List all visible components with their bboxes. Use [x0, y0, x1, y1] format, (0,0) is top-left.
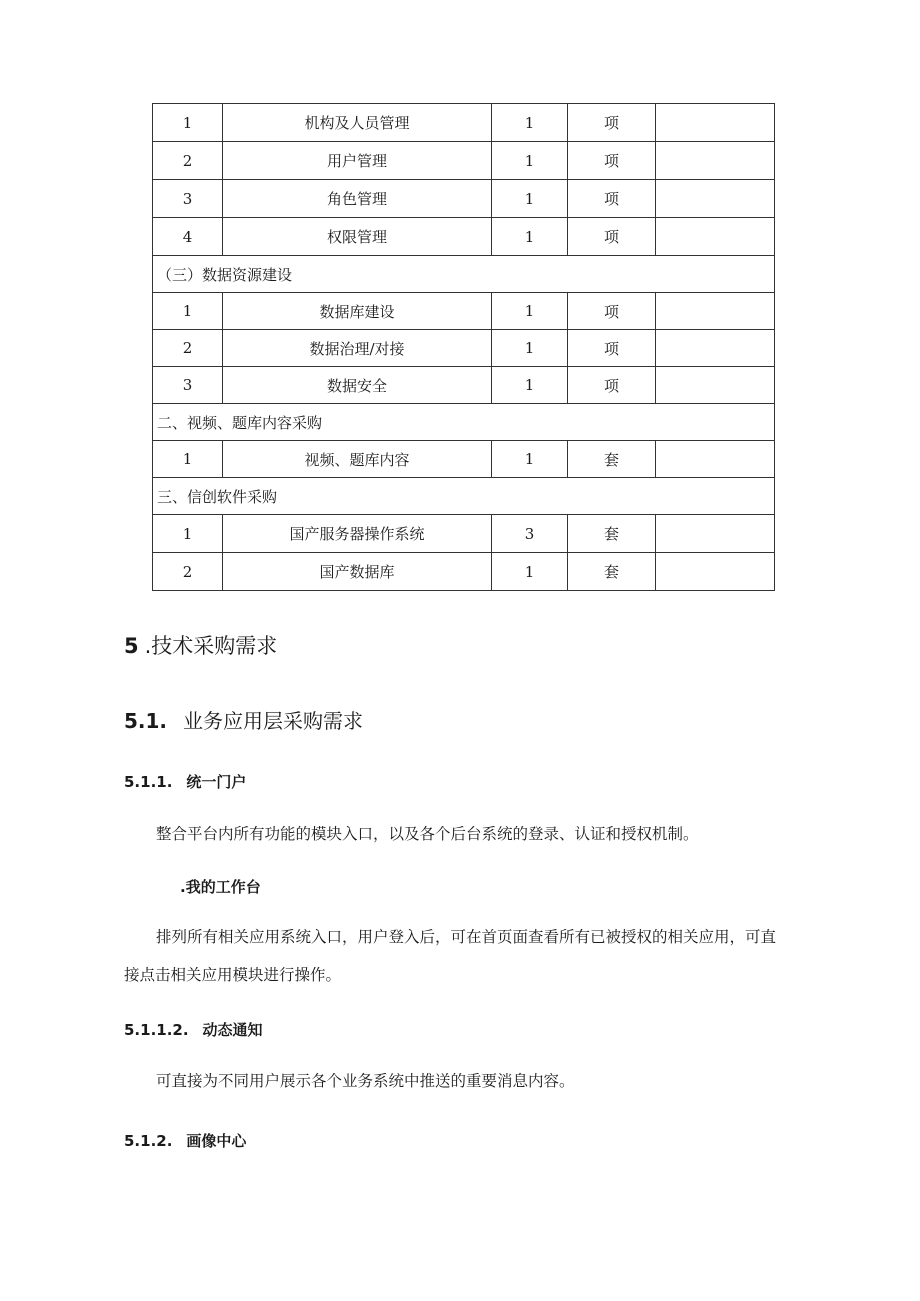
cell-note: [656, 218, 775, 256]
table-row: [153, 515, 775, 553]
heading-title: .技术采购需求: [144, 634, 278, 658]
paragraph-unified-portal: 整合平台内所有功能的模块入口，以及各个后台系统的登录、认证和授权机制。: [156, 825, 699, 843]
paragraph-notifications: 可直接为不同用户展示各个业务系统中推送的重要消息内容。: [156, 1072, 575, 1090]
section-title: （三）数据资源建设: [153, 256, 775, 293]
heading-number: 5.1.1.: [124, 773, 173, 791]
cell-qty: 1: [492, 142, 568, 180]
cell-unit: 项: [568, 367, 656, 404]
cell-name: 角色管理: [223, 180, 492, 218]
section-row: [153, 404, 775, 441]
table-row: [153, 553, 775, 591]
cell-qty: 1: [492, 367, 568, 404]
cell-note: [656, 367, 775, 404]
cell-no: 2: [153, 330, 223, 367]
cell-unit: 套: [568, 553, 656, 591]
cell-name: 数据库建设: [223, 293, 492, 330]
cell-qty: 1: [492, 553, 568, 591]
heading-5-1-1-2: [124, 1019, 263, 1040]
table-row: [153, 180, 775, 218]
cell-name: 国产数据库: [223, 553, 492, 591]
heading-title: .我的工作台: [180, 878, 261, 896]
table-row: [153, 330, 775, 367]
cell-unit: 项: [568, 218, 656, 256]
cell-unit: 项: [568, 293, 656, 330]
cell-qty: 3: [492, 515, 568, 553]
cell-note: [656, 142, 775, 180]
heading-number: 5.1.1.2.: [124, 1021, 189, 1039]
heading-title: 业务应用层采购需求: [183, 709, 364, 733]
cell-note: [656, 515, 775, 553]
heading-title: 统一门户: [186, 773, 247, 791]
table-row: [153, 367, 775, 404]
table-row: [153, 293, 775, 330]
cell-no: 3: [153, 367, 223, 404]
cell-qty: 1: [492, 104, 568, 142]
cell-name: 国产服务器操作系统: [223, 515, 492, 553]
cell-qty: 1: [492, 330, 568, 367]
table-row: [153, 104, 775, 142]
cell-note: [656, 441, 775, 478]
heading-5-1-1: [124, 771, 246, 792]
heading-5-1-2: [124, 1130, 246, 1151]
cell-qty: 1: [492, 441, 568, 478]
cell-no: 1: [153, 293, 223, 330]
heading-5: [124, 630, 277, 660]
heading-my-workbench: [180, 876, 261, 897]
section-row: [153, 478, 775, 515]
cell-note: [656, 180, 775, 218]
cell-unit: 套: [568, 515, 656, 553]
heading-number: 5.1.: [124, 709, 168, 733]
cell-name: 数据治理/对接: [223, 330, 492, 367]
cell-note: [656, 104, 775, 142]
cell-no: 1: [153, 515, 223, 553]
heading-title: 画像中心: [186, 1132, 247, 1150]
cell-qty: 1: [492, 218, 568, 256]
heading-number: 5.1.2.: [124, 1132, 173, 1150]
cell-name: 用户管理: [223, 142, 492, 180]
heading-title: 动态通知: [202, 1021, 263, 1039]
heading-number: 5: [124, 634, 139, 658]
cell-no: 2: [153, 142, 223, 180]
section-row: [153, 256, 775, 293]
cell-no: 2: [153, 553, 223, 591]
cell-unit: 项: [568, 330, 656, 367]
cell-note: [656, 553, 775, 591]
table-row: [153, 218, 775, 256]
cell-no: 1: [153, 104, 223, 142]
heading-5-1: [124, 705, 363, 734]
cell-unit: 项: [568, 142, 656, 180]
cell-unit: 套: [568, 441, 656, 478]
cell-name: 机构及人员管理: [223, 104, 492, 142]
cell-unit: 项: [568, 104, 656, 142]
paragraph-workbench: 排列所有相关应用系统入口，用户登入后，可在首页面查看所有已被授权的相关应用，可直接点击相关应用模块进行操作。: [124, 928, 777, 984]
cell-unit: 项: [568, 180, 656, 218]
cell-no: 1: [153, 441, 223, 478]
cell-note: [656, 330, 775, 367]
procurement-table: [152, 103, 775, 591]
cell-qty: 1: [492, 293, 568, 330]
cell-note: [656, 293, 775, 330]
section-title: 二、视频、题库内容采购: [153, 404, 775, 441]
cell-name: 视频、题库内容: [223, 441, 492, 478]
cell-no: 3: [153, 180, 223, 218]
table-row: [153, 142, 775, 180]
cell-qty: 1: [492, 180, 568, 218]
cell-no: 4: [153, 218, 223, 256]
table-row: [153, 441, 775, 478]
cell-name: 数据安全: [223, 367, 492, 404]
section-title: 三、信创软件采购: [153, 478, 775, 515]
cell-name: 权限管理: [223, 218, 492, 256]
